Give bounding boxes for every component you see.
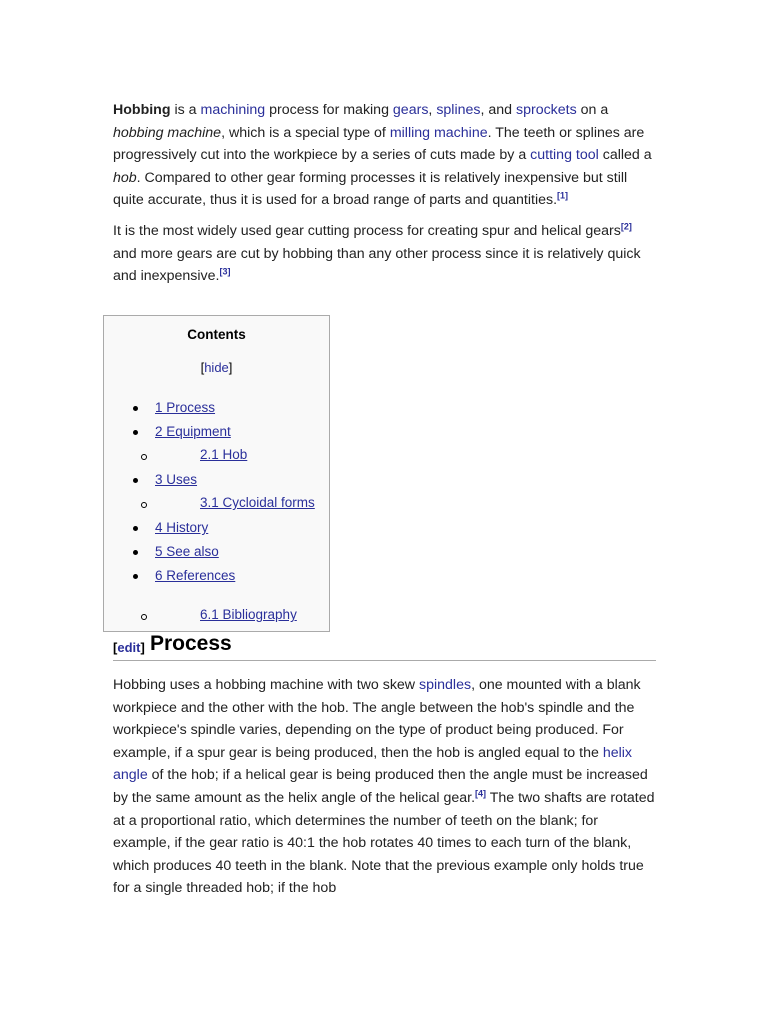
text: . The teeth or splines are progressively cut into the workpiece by a series of cuts made by a bbox=[113, 124, 645, 164]
reference-1[interactable]: [1] bbox=[557, 190, 569, 201]
text: called a bbox=[598, 147, 652, 164]
toc-hide-link[interactable]: hide bbox=[204, 360, 229, 375]
bullet-icon bbox=[133, 550, 138, 555]
toc-item-references bbox=[155, 568, 235, 583]
link-spindles[interactable]: spindles bbox=[419, 677, 472, 693]
text: , one mounted with a blank workpiece and the other with the hob. The angle between the hob's spindle and the workpiece's spindle varies, depending on the type of product being produced. For example, if a spur gear is being produced, then the hob is angled equal to the bbox=[113, 677, 641, 761]
link-cutting-tool[interactable]: cutting tool bbox=[530, 147, 599, 164]
bracket: [ bbox=[113, 640, 118, 655]
term-hob: hob bbox=[113, 169, 137, 186]
circle-bullet-icon bbox=[141, 454, 147, 460]
link-helix-angle[interactable]: helix angle bbox=[113, 744, 632, 784]
text: on a bbox=[576, 102, 609, 118]
edit-section bbox=[113, 640, 145, 655]
bracket: ] bbox=[228, 360, 233, 375]
edit-link[interactable]: edit bbox=[117, 640, 141, 655]
section-title: Process bbox=[150, 632, 232, 655]
text: process for making bbox=[265, 102, 393, 118]
toc-link-process[interactable]: 1 Process bbox=[155, 400, 216, 415]
text: , which is a special type of bbox=[221, 124, 390, 141]
toc-link-references[interactable]: 6 References bbox=[155, 568, 236, 583]
toc-item-uses bbox=[155, 472, 197, 487]
circle-bullet-icon bbox=[141, 614, 147, 620]
table-of-contents bbox=[103, 315, 330, 632]
toc-item-see-also bbox=[155, 544, 219, 559]
toc-link-see-also[interactable]: 5 See also bbox=[155, 544, 219, 559]
reference-3[interactable]: [3] bbox=[219, 266, 231, 277]
toc-link-hob[interactable]: 2.1 Hob bbox=[200, 447, 248, 462]
text: It is the most widely used gear cutting process for creating spur and helical gears bbox=[113, 222, 621, 239]
link-splines[interactable]: splines bbox=[436, 102, 481, 118]
text: and more gears are cut by hobbing than any other process since it is relatively quick and inexpensive. bbox=[113, 245, 641, 285]
text: is a bbox=[170, 102, 201, 118]
toc-item-process bbox=[155, 400, 215, 415]
toc-item-hob bbox=[200, 447, 247, 462]
term-hobbing: Hobbing bbox=[113, 102, 171, 118]
toc-item-cycloidal-forms bbox=[200, 495, 315, 510]
text: Hobbing uses a hobbing machine with two skew bbox=[113, 677, 419, 693]
toc-item-bibliography bbox=[200, 607, 297, 622]
link-gears[interactable]: gears bbox=[392, 102, 429, 118]
text: The two shafts are rotated at a proportional ratio, which determines the number of teeth on the blank; for example, if the gear ratio is 40:1 the hob rotates 40 times to each turn of the blank, which produces 40 teeth in the blank. Note that the previous example only holds true for a single threaded hob; if the hob bbox=[113, 789, 655, 897]
intro-paragraph-1 bbox=[113, 99, 653, 212]
reference-2[interactable]: [2] bbox=[620, 221, 632, 232]
intro-section bbox=[113, 99, 653, 288]
toc-title: Contents bbox=[187, 327, 246, 342]
toc-link-cycloidal-forms[interactable]: 3.1 Cycloidal forms bbox=[200, 495, 315, 510]
toc-hide-toggle bbox=[104, 360, 329, 375]
bracket: ] bbox=[140, 640, 145, 655]
intro-paragraph-2 bbox=[113, 220, 653, 288]
text: of the hob; if a helical gear is being produced then the angle must be increased by the same amount as the helix angle of the helical gear. bbox=[113, 767, 648, 806]
bracket: [ bbox=[200, 360, 205, 375]
link-sprockets[interactable]: sprockets bbox=[515, 102, 577, 118]
section-heading-process bbox=[113, 632, 656, 661]
process-section-body bbox=[113, 674, 658, 900]
text: , and bbox=[480, 102, 516, 118]
text: . Compared to other gear forming processes it is relatively inexpensive but still quite accurate, thus it is used for a broad range of parts and quantities. bbox=[113, 169, 628, 209]
bullet-icon bbox=[133, 430, 138, 435]
bullet-icon bbox=[133, 478, 138, 483]
bullet-icon bbox=[133, 406, 138, 411]
term-hobbing-machine: hobbing machine bbox=[113, 124, 222, 141]
link-machining[interactable]: machining bbox=[200, 102, 266, 118]
link-milling-machine[interactable]: milling machine bbox=[389, 124, 488, 141]
reference-4[interactable]: [4] bbox=[475, 788, 487, 799]
toc-link-equipment[interactable]: 2 Equipment bbox=[155, 424, 231, 439]
toc-link-uses[interactable]: 3 Uses bbox=[155, 472, 198, 487]
toc-link-bibliography[interactable]: 6.1 Bibliography bbox=[200, 607, 297, 622]
toc-link-history[interactable]: 4 History bbox=[155, 520, 209, 535]
text: , bbox=[428, 102, 437, 118]
bullet-icon bbox=[133, 526, 138, 531]
bullet-icon bbox=[133, 574, 138, 579]
process-paragraph bbox=[113, 674, 658, 900]
toc-item-history bbox=[155, 520, 208, 535]
circle-bullet-icon bbox=[141, 502, 147, 508]
toc-item-equipment bbox=[155, 424, 231, 439]
